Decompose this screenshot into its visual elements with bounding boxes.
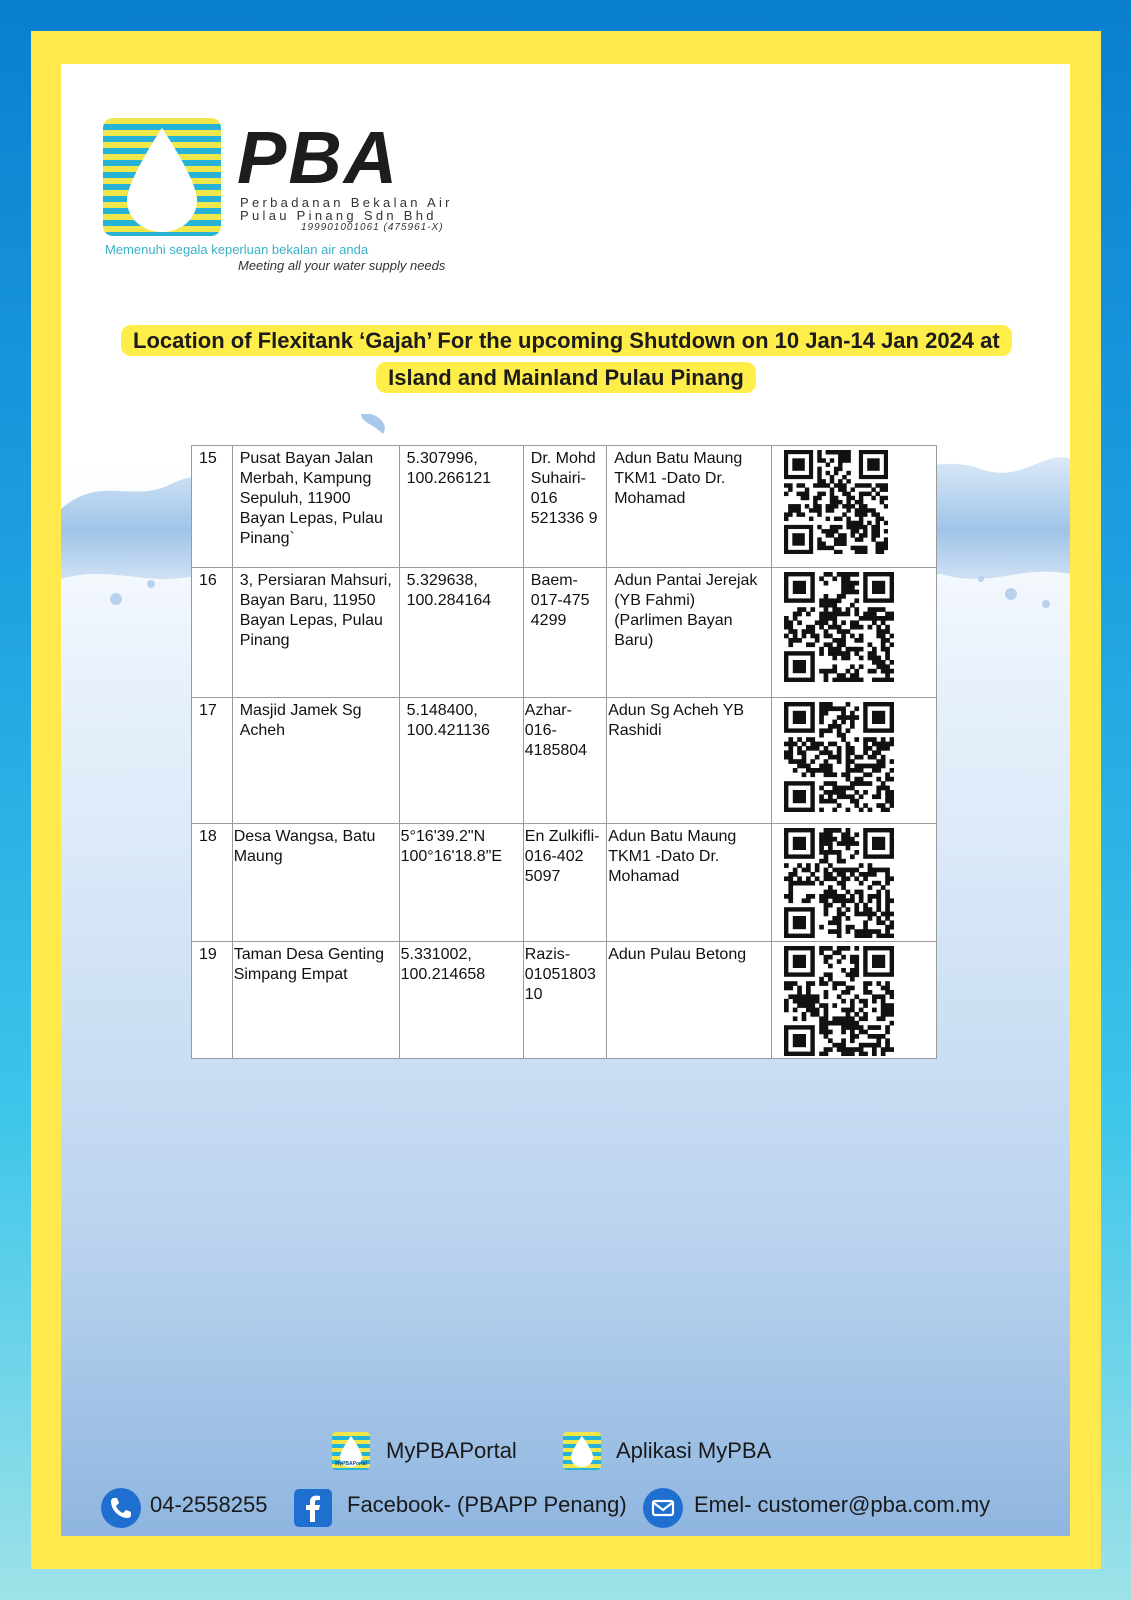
logo-company-line2: Pulau Pinang Sdn Bhd: [240, 208, 437, 223]
row-adun: Adun Sg Acheh YB Rashidi: [607, 698, 772, 824]
row-adun: Adun Pulau Betong: [607, 942, 772, 1059]
table-row: [192, 698, 937, 824]
qr-code-icon[interactable]: [784, 946, 894, 1056]
row-qr-cell: [772, 446, 937, 568]
row-contact: En Zulkifli-016-402 5097: [523, 824, 606, 942]
water-drop-icon: [103, 118, 221, 236]
row-location: Desa Wangsa, Batu Maung: [232, 824, 399, 942]
tagline-malay: Memenuhi segala keperluan bekalan air anda: [105, 242, 369, 257]
row-coordinates: 5°16'39.2"N 100°16'18.8"E: [399, 824, 523, 942]
qr-code-icon[interactable]: [784, 572, 894, 682]
footer-app[interactable]: Aplikasi MyPBA: [616, 1438, 772, 1463]
row-location: 3, Persiaran Mahsuri, Bayan Baru, 11950 Bayan Lepas, Pulau Pinang: [232, 568, 399, 698]
row-adun: Adun Batu Maung TKM1 -Dato Dr. Mohamad: [607, 446, 772, 568]
row-contact: Dr. Mohd Suhairi-016 521336 9: [523, 446, 606, 568]
row-contact: Razis-01051803 10: [523, 942, 606, 1059]
row-coordinates: 5.148400, 100.421136: [399, 698, 523, 824]
water-drop-icon: [563, 1432, 601, 1470]
mypba-portal-icon[interactable]: [332, 1432, 370, 1470]
row-coordinates: 5.331002, 100.214658: [399, 942, 523, 1059]
row-coordinates: 5.329638, 100.284164: [399, 568, 523, 698]
row-contact: Baem-017-475 4299: [523, 568, 606, 698]
flexitank-table: [191, 445, 937, 1059]
portal-icon-label: MyPBAPortal: [335, 1461, 367, 1467]
row-location: Pusat Bayan Jalan Merbah, Kampung Sepuluh, 11900 Bayan Lepas, Pulau Pinang`: [232, 446, 399, 568]
row-location: Taman Desa Genting Simpang Empat: [232, 942, 399, 1059]
pba-logo-mark: [103, 118, 221, 236]
table-row: [192, 446, 937, 568]
table-row: [192, 824, 937, 942]
row-qr-cell: [772, 824, 937, 942]
mypba-app-icon[interactable]: [563, 1432, 601, 1470]
poster-panel: [61, 64, 1070, 1536]
tagline-english: Meeting all your water supply needs: [238, 258, 446, 273]
row-qr-cell: [772, 698, 937, 824]
row-qr-cell: [772, 942, 937, 1059]
table-row: [192, 568, 937, 698]
facebook-icon: [294, 1489, 332, 1527]
footer-phone[interactable]: 04-2558255: [150, 1492, 268, 1517]
row-number: 17: [192, 698, 233, 824]
qr-code-icon[interactable]: [784, 450, 888, 554]
page-title: [121, 324, 1011, 398]
row-adun: Adun Pantai Jerejak (YB Fahmi) (Parlimen Bayan Baru): [607, 568, 772, 698]
footer-email[interactable]: Emel- customer@pba.com.my: [694, 1492, 991, 1517]
logo-company-line1: Perbadanan Bekalan Air: [240, 195, 453, 210]
logo-title: PBA: [237, 116, 400, 199]
mail-icon: [643, 1488, 683, 1528]
page-title-text: Location of Flexitank ‘Gajah’ For the upcoming Shutdown on 10 Jan-14 Jan 2024 at Island and Mainland Pulau Pinang: [121, 325, 1012, 393]
qr-code-icon[interactable]: [784, 828, 894, 938]
row-contact: Azhar-016-4185804: [523, 698, 606, 824]
logo-registration: 199901001061 (475961-X): [301, 222, 444, 233]
row-adun: Adun Batu Maung TKM1 -Dato Dr. Mohamad: [607, 824, 772, 942]
row-qr-cell: [772, 568, 937, 698]
table-row: [192, 942, 937, 1059]
row-location: Masjid Jamek Sg Acheh: [232, 698, 399, 824]
qr-code-icon[interactable]: [784, 702, 894, 812]
row-number: 18: [192, 824, 233, 942]
row-number: 19: [192, 942, 233, 1059]
footer-facebook[interactable]: Facebook- (PBAPP Penang): [347, 1492, 627, 1517]
footer-portal[interactable]: MyPBAPortal: [386, 1438, 517, 1463]
row-number: 16: [192, 568, 233, 698]
row-coordinates: 5.307996, 100.266121: [399, 446, 523, 568]
row-number: 15: [192, 446, 233, 568]
phone-icon: [101, 1488, 141, 1528]
